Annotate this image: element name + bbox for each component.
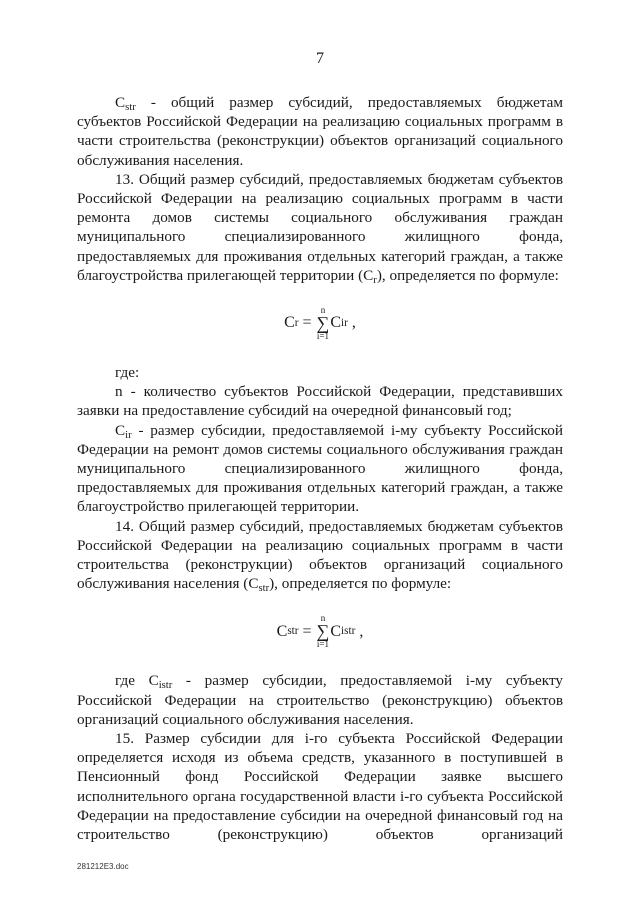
paragraph-cistr-definition	[77, 671, 563, 729]
formula-tail: ,	[347, 314, 356, 332]
formula-equals: =	[298, 622, 316, 640]
paragraph-text: 13. Общий размер субсидий, предоставляемых бюджетам субъектов Российской Федерации на реализацию социальных программ в части ремонта домов системы социального обслуживания граждан муниципального специализированного жилищного фонда, предоставляемых для проживания отдельных категорий граждан, а также благоустройства прилегающей территории (C	[77, 170, 563, 284]
paragraph-13	[77, 170, 563, 285]
paragraph-text: - общий размер субсидий, предоставляемых бюджетам субъектов Российской Федерации на реализацию социальных программ в части строительства (реконструкции) объектов организаций социального обслуживания населения.	[77, 94, 563, 169]
paragraph-n-definition: n - количество субъектов Российской Федерации, представивших заявки на предоставление субсидий на очередной финансовый год;	[77, 383, 563, 420]
footer-document-code: 281212E3.doc	[77, 862, 129, 871]
formula-cr: C r = n ∑ i=1 C ir ,	[284, 305, 356, 342]
paragraph-15: 15. Размер субсидии для i-го субъекта Российской Федерации определяется исходя из объема средств, указанного в поступившей в Пенсионный фонд Российской Федерации заявке высшего исполнительного органа государственной власти i-го субъекта Российской Федерации на предоставление субсидии на очередной финансовый год на строительство (реконструкцию) объектов организаций	[77, 730, 563, 844]
symbol-subscript: istr	[158, 680, 173, 692]
paragraph-prefix: где C	[115, 672, 159, 690]
symbol-subscript: str	[125, 102, 136, 113]
sum-lower-limit: i=1	[316, 331, 329, 342]
paragraph-text: - размер субсидии, предоставляемой i-му субъекту Российской Федерации на ремонт домов системы социального обслуживания граждан муниципального специализированного жилищного фонда, предоставляемых для проживания отдельных категорий граждан, а также благоустройство прилегающей территории.	[77, 421, 563, 516]
formula-lhs: C	[276, 622, 288, 640]
sum-upper-limit: n	[320, 613, 326, 624]
formula-tail: ,	[355, 622, 364, 640]
sigma-icon: ∑	[316, 313, 330, 334]
symbol-subscript: ir	[125, 429, 132, 441]
sigma-icon: ∑	[316, 621, 330, 642]
formula-term: C	[330, 622, 342, 640]
paragraph-text: - размер субсидии, предоставляемой i-му субъекту Российской Федерации на строительство (реконструкцию) объектов организаций социального обслуживания населения.	[77, 672, 564, 728]
sum-lower-limit: i=1	[316, 639, 329, 650]
paragraph-where: где:	[115, 364, 140, 382]
paragraph-text: 14. Общий размер субсидий, предоставляемых бюджетам субъектов Российской Федерации на реализацию социальных программ в части строительства (реконструкции) объектов организаций социального обслуживания населения (C	[77, 517, 563, 593]
symbol: C	[115, 94, 126, 111]
paragraph-text-tail: ), определяется по формуле:	[269, 575, 452, 593]
sum-operator	[317, 613, 330, 649]
paragraph-cir-definition	[77, 421, 563, 517]
formula-lhs: C	[284, 314, 295, 332]
symbol-subscript: r	[373, 274, 377, 286]
sum-operator	[317, 305, 330, 341]
document-body	[77, 93, 563, 844]
sum-upper-limit: n	[320, 305, 326, 316]
formula-term: C	[330, 314, 342, 332]
paragraph-14	[77, 517, 563, 594]
paragraph-cstr-definition	[77, 93, 563, 170]
symbol-subscript: str	[258, 583, 270, 595]
formula-equals: =	[298, 314, 316, 332]
symbol: C	[115, 421, 126, 439]
page-number: 7	[316, 50, 324, 67]
paragraph-text-tail: ), определяется по формуле:	[376, 266, 559, 284]
formula-cstr: C str = n ∑ i=1 C istr ,	[276, 613, 364, 650]
